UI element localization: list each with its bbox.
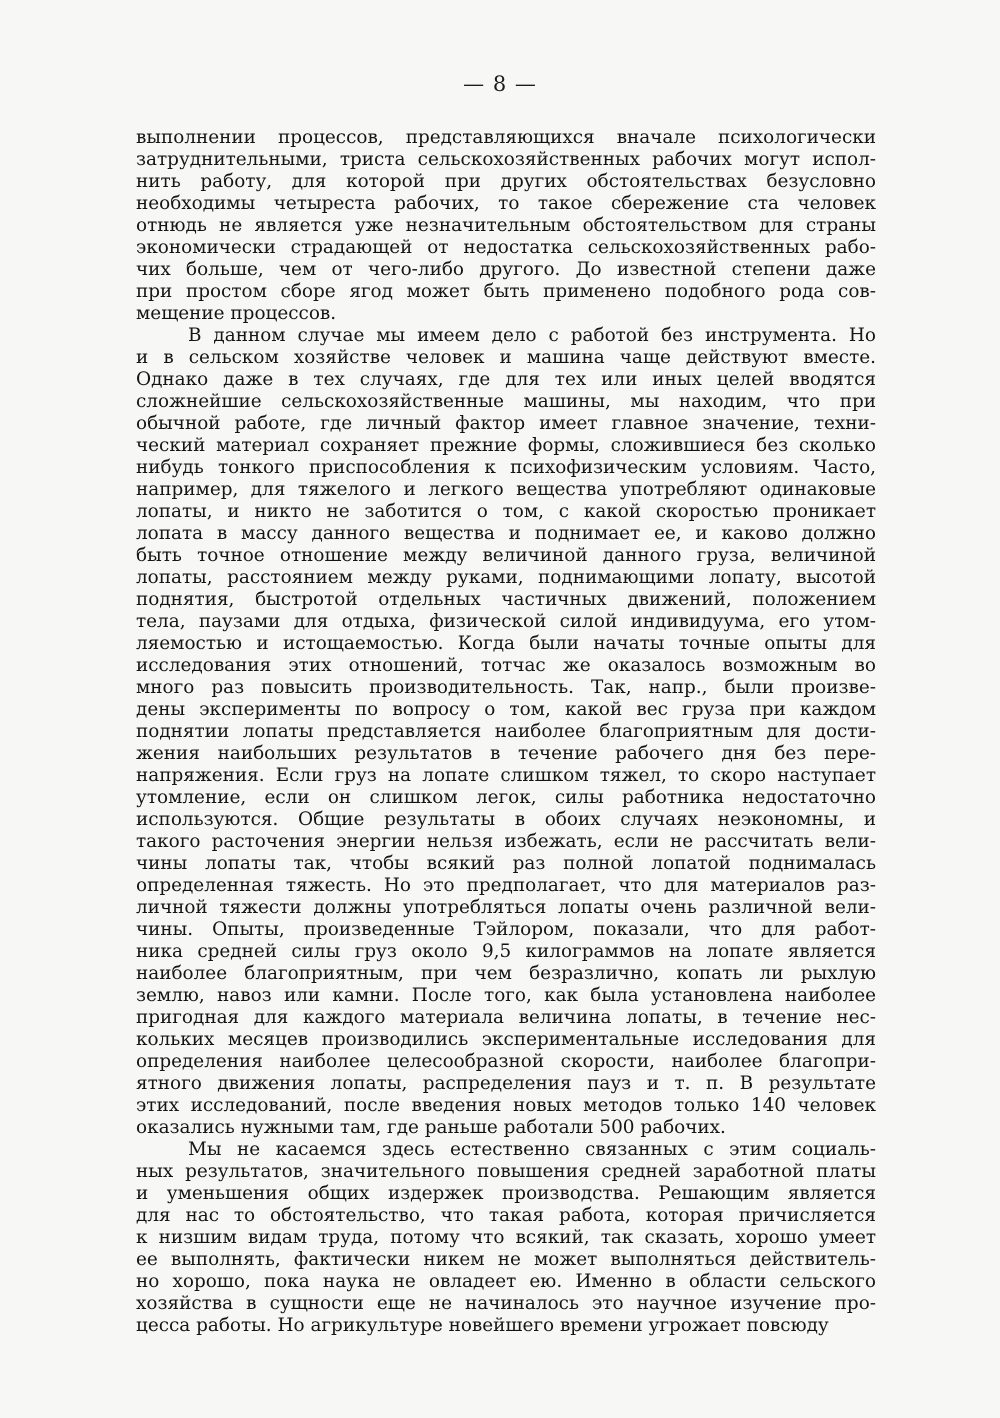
body-text (136, 127, 876, 1337)
text-line: отнюдь не является уже незначительным обстоятельством для страны (136, 215, 876, 236)
text-line: но хорошо, пока наука не овладеет ею. Именно в области сельского (136, 1271, 876, 1292)
text-line: кольких месяцев производились экспериментальные исследования для (136, 1029, 876, 1050)
text-line: ляемостью и истощаемостью. Когда были начаты точные опыты для (136, 633, 876, 654)
text-line: землю, навоз или камни. После того, как была установлена наиболее (136, 985, 876, 1006)
text-line: поднятия, быстротой отдельных частичных движений, положением (136, 589, 876, 610)
text-line: Мы не касаемся здесь естественно связанных с этим социаль- (188, 1139, 876, 1160)
text-line: Однако даже в тех случаях, где для тех или иных целей вводятся (136, 369, 876, 390)
text-line: тела, паузами для отдыха, физической силой индивидуума, его утом- (136, 611, 876, 632)
text-line: утомление, если он слишком легок, силы работника недостаточно (136, 787, 876, 808)
text-line: оказались нужными там, где раньше работали 500 рабочих. (136, 1117, 726, 1138)
text-line: ных результатов, значительного повышения средней заработной платы (136, 1161, 876, 1182)
text-line: исследования этих отношений, тотчас же оказалось возможным во (136, 655, 876, 676)
text-line: лопаты, расстоянием между руками, поднимающими лопату, высотой (136, 567, 876, 588)
text-line: жения наибольших результатов в течение рабочего дня без пере- (136, 743, 876, 764)
paragraph (136, 1139, 876, 1337)
text-line: мещение процессов. (136, 303, 337, 324)
text-line: ятного движения лопаты, распределения пауз и т. п. В результате (136, 1073, 876, 1094)
text-line: определения наиболее целесообразной скорости, наиболее благопри- (136, 1051, 876, 1072)
text-line: необходимы четыреста рабочих, то такое сбережение ста человек (136, 193, 876, 214)
text-line: затруднительными, триста сельскохозяйственных рабочих могут испол- (136, 149, 876, 170)
paragraph (136, 325, 876, 1139)
text-line: пригодная для каждого материала величина лопаты, в течение нес- (136, 1007, 876, 1028)
text-line: используются. Общие результаты в обоих случаях неэкономны, и (136, 809, 876, 830)
text-line: чины. Опыты, произведенные Тэйлором, показали, что для работ- (136, 919, 876, 940)
text-line: и уменьшения общих издержек производства. Решающим является (136, 1183, 876, 1204)
text-line: чины лопаты так, чтобы всякий раз полной лопатой поднималась (136, 853, 876, 874)
text-line: много раз повысить производительность. Так, напр., были произве- (136, 677, 876, 698)
text-line: хозяйства в сущности еще не начиналось это научное изучение про- (136, 1293, 876, 1314)
text-line: экономически страдающей от недостатка сельскохозяйственных рабо- (136, 237, 876, 258)
text-line: такого расточения энергии нельзя избежать, если не рассчитать вели- (136, 831, 876, 852)
text-line: ника средней силы груз около 9,5 килограммов на лопате является (136, 941, 876, 962)
text-line: цесса работы. Но агрикультуре новейшего времени угрожает повсюду (136, 1315, 829, 1336)
text-line: нибудь тонкого приспособления к психофизическим условиям. Часто, (136, 457, 876, 478)
text-line: обычной работе, где личный фактор имеет главное значение, техни- (136, 413, 876, 434)
text-line: при простом сборе ягод может быть применено подобного рода сов- (136, 281, 876, 302)
text-line: и в сельском хозяйстве человек и машина чаще действуют вместе. (136, 347, 876, 368)
text-line: быть точное отношение между величиной данного груза, величиной (136, 545, 876, 566)
text-line: В данном случае мы имеем дело с работой без инструмента. Но (188, 325, 876, 346)
text-line: дены эксперименты по вопросу о том, какой вес груза при каждом (136, 699, 876, 720)
text-line: ческий материал сохраняет прежние формы, сложившиеся без сколько (136, 435, 876, 456)
text-line: сложнейшие сельскохозяйственные машины, мы находим, что при (136, 391, 876, 412)
paragraph (136, 127, 876, 325)
page-number: — 8 — (463, 72, 537, 96)
text-line: например, для тяжелого и легкого вещества употребляют одинаковые (136, 479, 876, 500)
text-line: лопата в массу данного вещества и поднимает ее, и каково должно (136, 523, 876, 544)
text-line: наиболее благоприятным, при чем безразлично, копать ли рыхлую (136, 963, 876, 984)
text-line: напряжения. Если груз на лопате слишком тяжел, то скоро наступает (136, 765, 876, 786)
text-line: определенная тяжесть. Но это предполагает, что для материалов раз- (136, 875, 876, 896)
text-line: этих исследований, после введения новых методов только 140 человек (136, 1095, 876, 1116)
text-line: к низшим видам труда, потому что всякий, так сказать, хорошо умеет (136, 1227, 876, 1248)
text-line: лопаты, и никто не заботится о том, с какой скоростью проникает (136, 501, 876, 522)
text-line: чих больше, чем от чего-либо другого. До известной степени даже (136, 259, 876, 280)
text-line: для нас то обстоятельство, что такая работа, которая причисляется (136, 1205, 876, 1226)
text-line: ее выполнять, фактически никем не может выполняться действитель- (136, 1249, 876, 1270)
text-line: личной тяжести должны употребляться лопаты очень различной вели- (136, 897, 876, 918)
text-line: нить работу, для которой при других обстоятельствах безусловно (136, 171, 876, 192)
text-line: выполнении процессов, представляющихся вначале психологически (136, 127, 876, 148)
text-line: поднятии лопаты представляется наиболее благоприятным для дости- (136, 721, 876, 742)
